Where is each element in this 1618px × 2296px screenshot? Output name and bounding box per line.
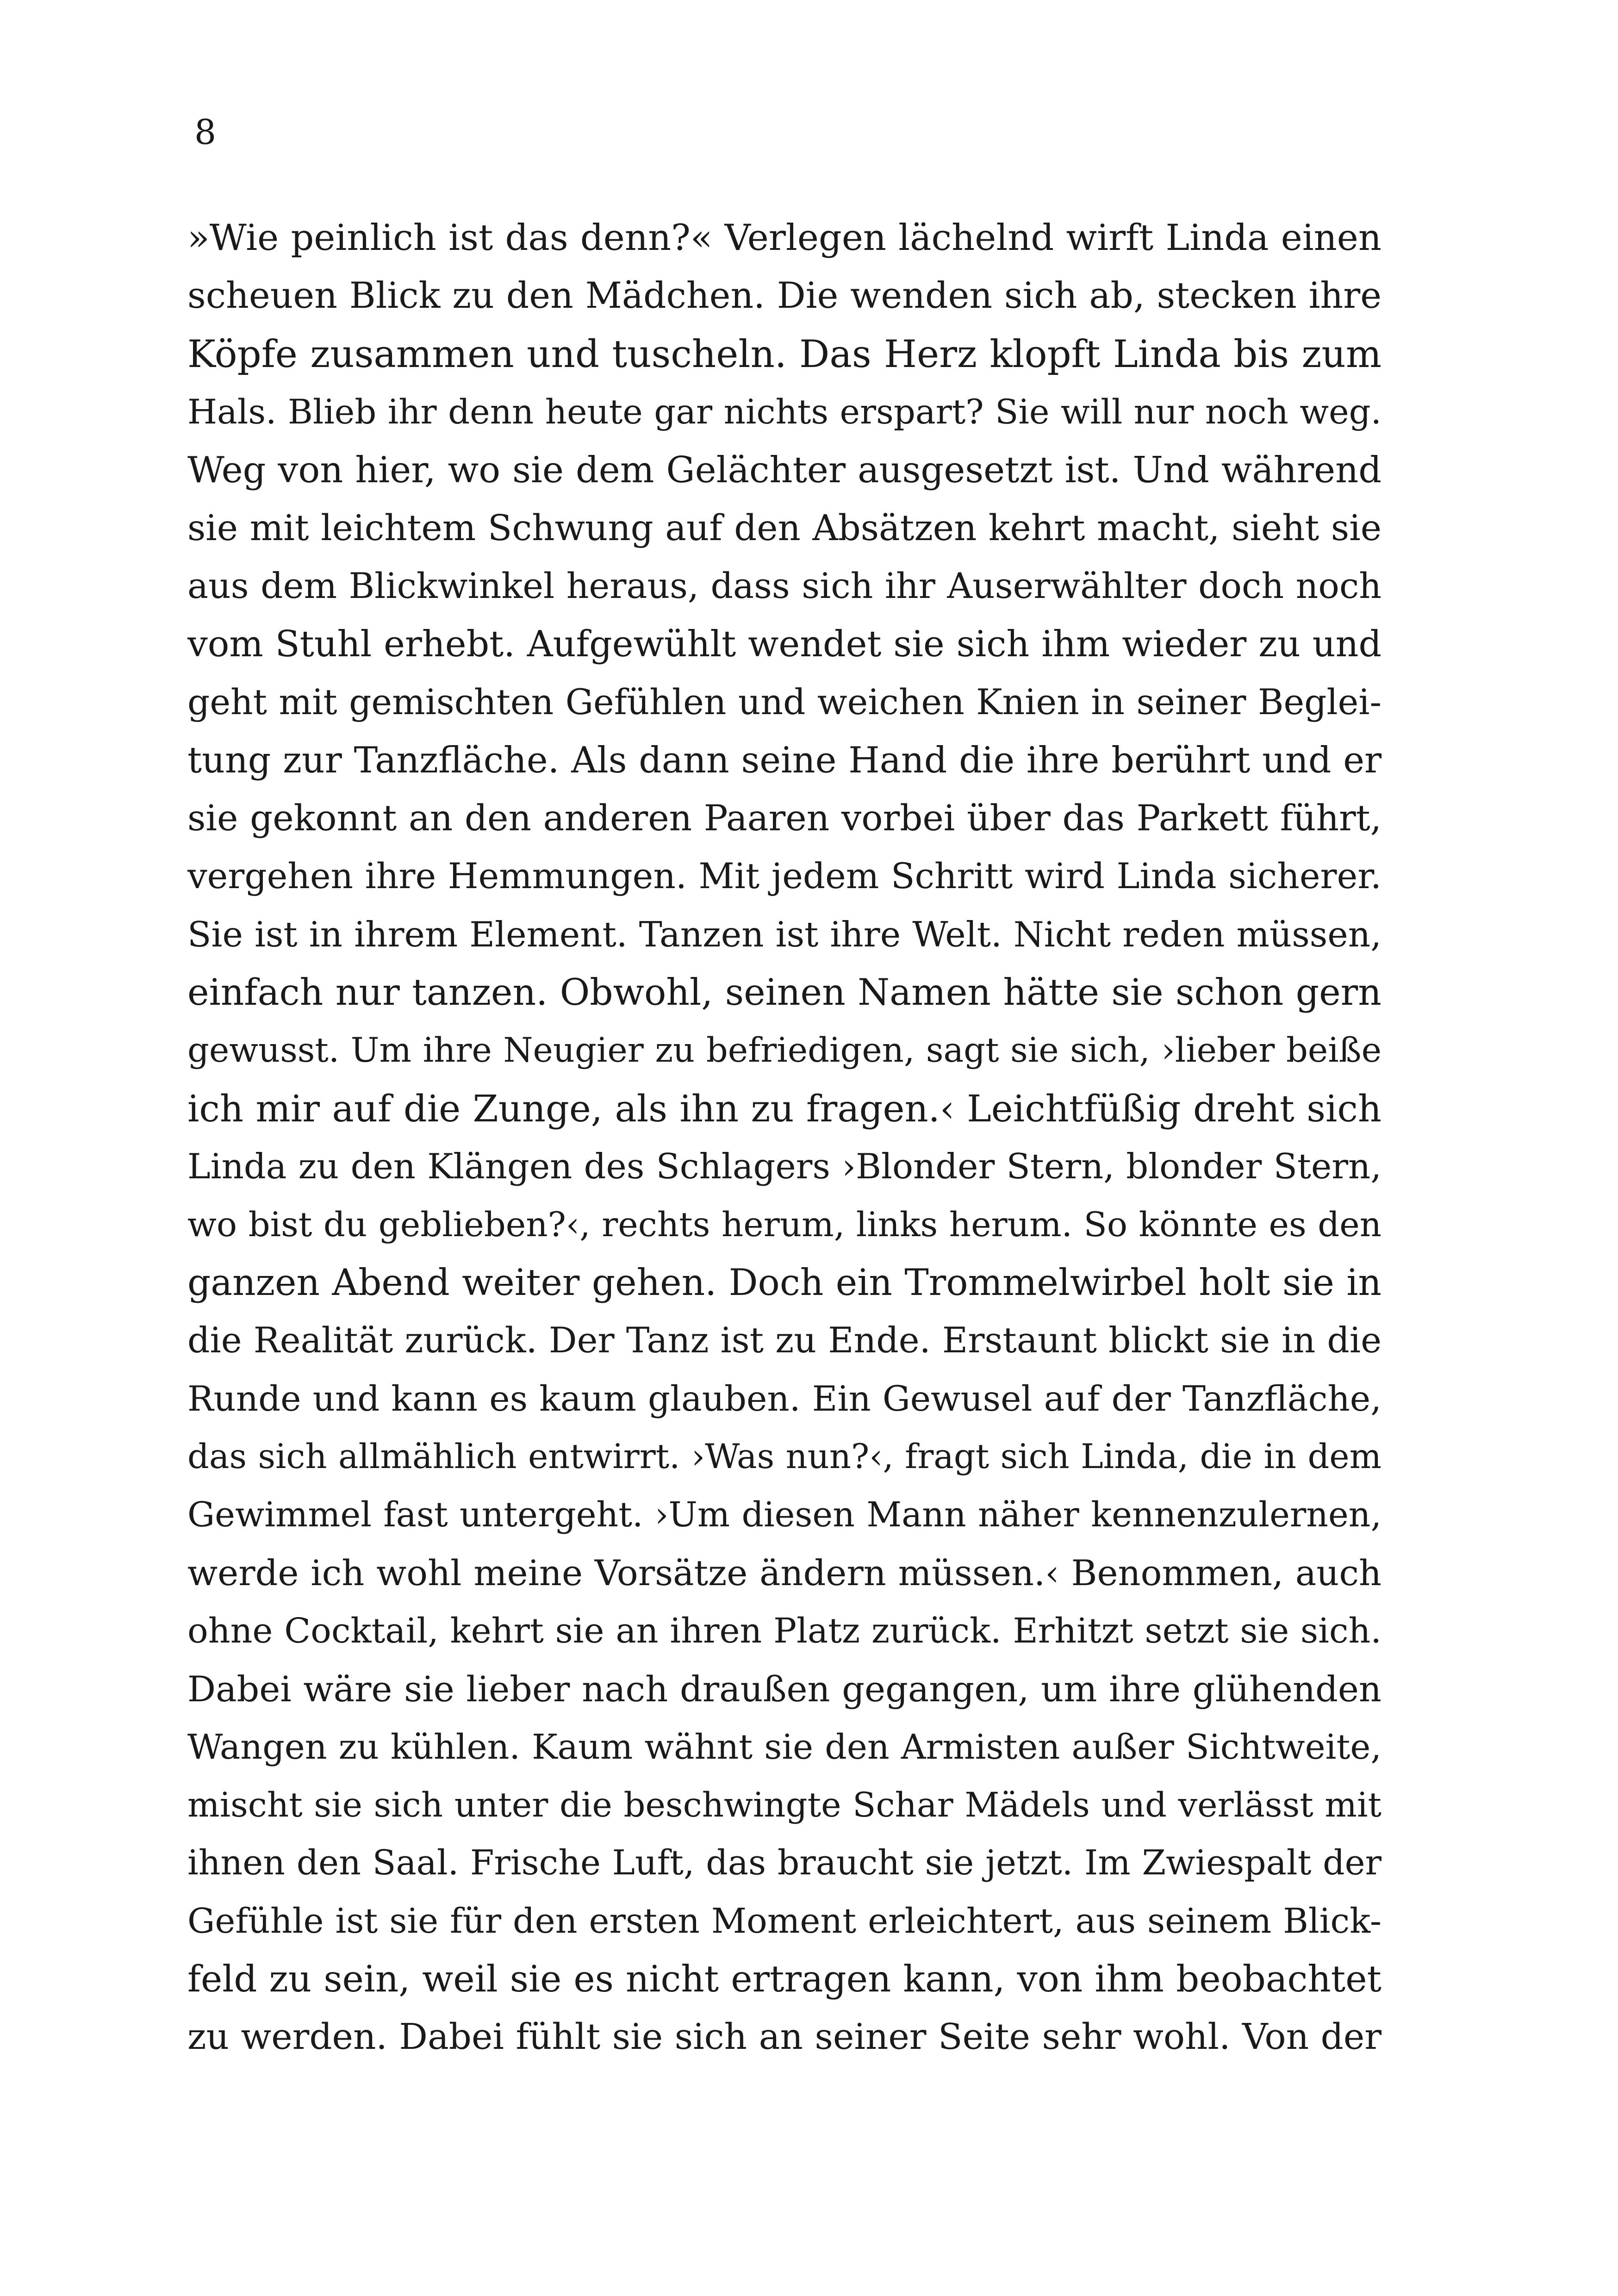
- text-line: vom Stuhl erhebt. Aufgewühlt wendet sie sich ihm wieder zu und: [187, 623, 1382, 665]
- text-line: wo bist du geblieben?‹, rechts herum, links herum. So könnte es den: [187, 1205, 1382, 1244]
- text-line: scheuen Blick zu den Mädchen. Die wenden sich ab, stecken ihre: [187, 275, 1382, 317]
- text-line: Sie ist in ihrem Element. Tanzen ist ihre Welt. Nicht reden müssen,: [187, 914, 1382, 955]
- text-line: einfach nur tanzen. Obwohl, seinen Namen hätte sie schon gern: [187, 971, 1382, 1014]
- text-line: geht mit gemischten Gefühlen und weichen Knien in seiner Beglei-: [187, 682, 1382, 723]
- text-line: mischt sie sich unter die beschwingte Schar Mädels und verlässt mit: [187, 1785, 1382, 1825]
- text-line: tung zur Tanzfläche. Als dann seine Hand die ihre berührt und er: [187, 739, 1382, 781]
- text-line: Hals. Blieb ihr denn heute gar nichts erspart? Sie will nur noch weg.: [187, 392, 1382, 432]
- text-line: sie mit leichtem Schwung auf den Absätzen kehrt macht, sieht sie: [187, 507, 1382, 549]
- text-line: »Wie peinlich ist das denn?« Verlegen lächelnd wirft Linda einen: [187, 217, 1382, 259]
- text-line: Weg von hier, wo sie dem Gelächter ausgesetzt ist. Und während: [187, 449, 1382, 491]
- text-line: feld zu sein, weil sie es nicht ertragen kann, von ihm beobachtet: [187, 1958, 1382, 2000]
- text-line: Gewimmel fast untergeht. ›Um diesen Mann näher kennenzulernen,: [187, 1494, 1382, 1535]
- text-line: Wangen zu kühlen. Kaum wähnt sie den Armisten außer Sichtweite,: [187, 1727, 1382, 1767]
- text-line: Linda zu den Klängen des Schlagers ›Blonder Stern, blonder Stern,: [187, 1146, 1382, 1187]
- text-line: Gefühle ist sie für den ersten Moment erleichtert, aus seinem Blick-: [187, 1901, 1382, 1941]
- text-line: ohne Cocktail, kehrt sie an ihren Platz zurück. Erhitzt setzt sie sich.: [187, 1611, 1382, 1651]
- text-line: sie gekonnt an den anderen Paaren vorbei über das Parkett führt,: [187, 797, 1382, 839]
- text-line: werde ich wohl meine Vorsätze ändern müssen.‹ Benommen, auch: [187, 1552, 1382, 1593]
- page-number: 8: [194, 112, 217, 152]
- body-text: [187, 209, 1382, 2066]
- text-line: ich mir auf die Zunge, als ihn zu fragen.‹ Leichtfüßig dreht sich: [187, 1087, 1382, 1130]
- text-line: das sich allmählich entwirrt. ›Was nun?‹, fragt sich Linda, die in dem: [187, 1437, 1382, 1477]
- text-line: vergehen ihre Hemmungen. Mit jedem Schritt wird Linda sicherer.: [187, 856, 1382, 897]
- text-line: Dabei wäre sie lieber nach draußen gegangen, um ihre glühenden: [187, 1668, 1382, 1710]
- text-line: ihnen den Saal. Frische Luft, das braucht sie jetzt. Im Zwiespalt der: [187, 1842, 1382, 1883]
- text-line: Runde und kann es kaum glauben. Ein Gewusel auf der Tanzfläche,: [187, 1378, 1382, 1419]
- text-line: aus dem Blickwinkel heraus, dass sich ihr Auserwählter doch noch: [187, 566, 1382, 607]
- text-line: ganzen Abend weiter gehen. Doch ein Trommelwirbel holt sie in: [187, 1261, 1382, 1304]
- text-line: Köpfe zusammen und tuscheln. Das Herz klopft Linda bis zum: [187, 332, 1382, 376]
- text-line: die Realität zurück. Der Tanz ist zu Ende. Erstaunt blickt sie in die: [187, 1320, 1382, 1361]
- text-line: gewusst. Um ihre Neugier zu befriedigen, sagt sie sich, ›lieber beiße: [187, 1031, 1382, 1070]
- text-line: zu werden. Dabei fühlt sie sich an seiner Seite sehr wohl. Von der: [187, 2016, 1382, 2058]
